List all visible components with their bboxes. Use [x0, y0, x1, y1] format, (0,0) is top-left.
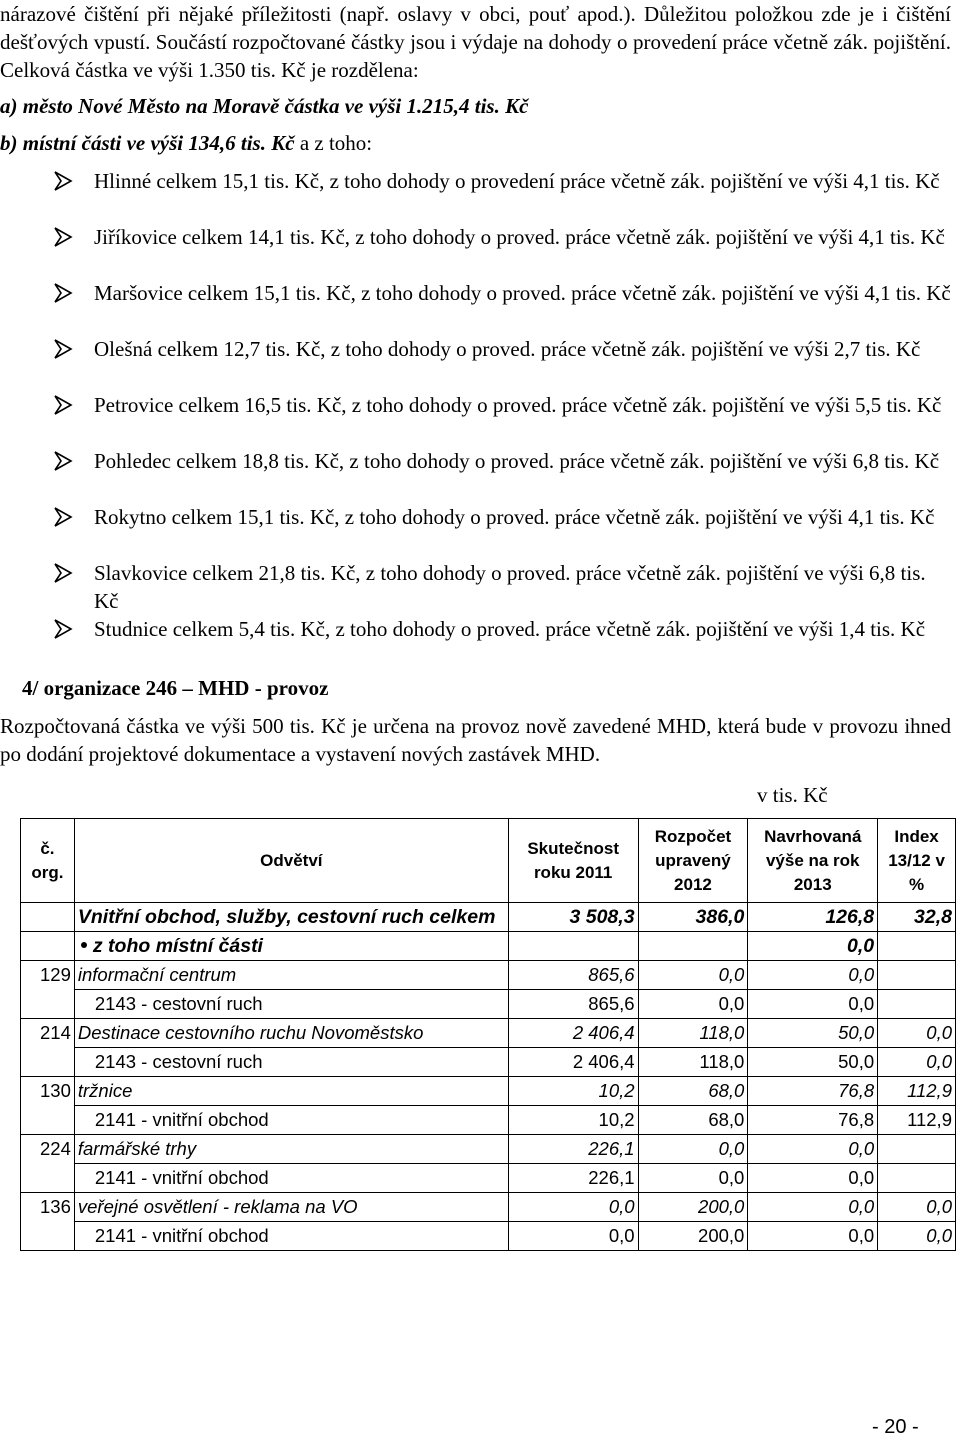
list-item [52, 559, 952, 615]
table-row [21, 932, 956, 961]
row-navrh: 76,8 [748, 1106, 878, 1135]
table-row [21, 1106, 956, 1135]
row-org: 129 [21, 961, 75, 990]
row-label: z toho místní části [92, 935, 263, 957]
row-navrh: 0,0 [748, 1135, 878, 1164]
row-label: tržnice [77, 1080, 133, 1101]
arrowhead-bullet-icon [52, 226, 74, 248]
arrowhead-bullet-icon [52, 562, 74, 584]
row-label-cell [74, 1164, 508, 1193]
list-item-text: Studnice celkem 5,4 tis. Kč, z toho dohody o proved. práce včetně zák. pojištění ve výši 1,4 tis. Kč [94, 617, 926, 641]
table-row [21, 961, 956, 990]
row-index: 112,9 [878, 1106, 956, 1135]
header-odvetvi: Odvětví [74, 819, 508, 903]
header-index: Index 13/12 v % [878, 819, 956, 903]
row-skutecnost: 226,1 [508, 1164, 638, 1193]
list-item-text: Rokytno celkem 15,1 tis. Kč, z toho dohody o proved. práce včetně zák. pojištění ve výši 4,1 tis. Kč [94, 505, 935, 529]
header-skutecnost: Skutečnost roku 2011 [508, 819, 638, 903]
row-navrh: 50,0 [748, 1048, 878, 1077]
arrowhead-bullet-icon [52, 618, 74, 640]
row-navrh: 0,0 [748, 932, 878, 961]
row-skutecnost: 865,6 [508, 990, 638, 1019]
header-navrhovana: Navrhovaná výše na rok 2013 [748, 819, 878, 903]
row-index [878, 990, 956, 1019]
list-item-text: Pohledec celkem 18,8 tis. Kč, z toho dohody o proved. práce včetně zák. pojištění ve výši 6,8 tis. Kč [94, 449, 940, 473]
row-navrh: 126,8 [748, 903, 878, 932]
row-rozpocet: 68,0 [638, 1106, 748, 1135]
row-index: 0,0 [878, 1048, 956, 1077]
table-row [21, 990, 956, 1019]
intro-paragraph: nárazové čištění při nějaké příležitosti (např. oslavy v obci, pouť apod.). Důležitou položkou zde je i čištění dešťových vpustí. Součástí rozpočtované částky jsou i výdaje na dohody o provedení práce včetně zák. pojištění. Celková částka ve výši 1.350 tis. Kč je rozdělena: [0, 2, 951, 82]
table-row [21, 1222, 956, 1251]
row-label-cell [74, 1135, 508, 1164]
header-org: č. org. [21, 819, 75, 903]
section-heading: 4/ organizace 246 – MHD - provoz [22, 676, 329, 700]
list-item-text: Olešná celkem 12,7 tis. Kč, z toho dohody o proved. práce včetně zák. pojištění ve výši 2,7 tis. Kč [94, 337, 921, 361]
row-skutecnost: 10,2 [508, 1077, 638, 1106]
row-label: informační centrum [77, 964, 237, 985]
row-skutecnost: 0,0 [508, 1193, 638, 1222]
row-label-cell [74, 990, 508, 1019]
row-skutecnost: 2 406,4 [508, 1019, 638, 1048]
table-row [21, 903, 956, 932]
row-label: Destinace cestovního ruchu Novoměstsko [77, 1022, 424, 1043]
row-org: 136 [21, 1193, 75, 1222]
row-org [21, 1222, 75, 1251]
list-item [52, 391, 952, 447]
row-skutecnost: 3 508,3 [508, 903, 638, 932]
list-item-text: Maršovice celkem 15,1 tis. Kč, z toho dohody o proved. práce včetně zák. pojištění ve výši 4,1 tis. Kč [94, 281, 951, 305]
section-paragraph: Rozpočtovaná částka ve výši 500 tis. Kč je určena na provoz nově zavedené MHD, která bude v provozu ihned po dodání projektové dokumentace a vystavení nových zastávek MHD. [0, 714, 951, 766]
row-index: 0,0 [878, 1193, 956, 1222]
row-label: 2141 - vnitřní obchod [94, 1167, 269, 1188]
row-navrh: 76,8 [748, 1077, 878, 1106]
row-rozpocet: 0,0 [638, 1135, 748, 1164]
row-org: 130 [21, 1077, 75, 1106]
list-item [52, 615, 952, 671]
budget-table [20, 818, 956, 1251]
bullet-dot-icon [81, 942, 87, 948]
table-row [21, 1135, 956, 1164]
row-label: 2143 - cestovní ruch [94, 993, 263, 1014]
row-navrh: 0,0 [748, 1222, 878, 1251]
row-rozpocet: 0,0 [638, 990, 748, 1019]
item-b-line [0, 129, 372, 157]
row-rozpocet: 200,0 [638, 1193, 748, 1222]
arrowhead-bullet-icon [52, 450, 74, 472]
row-navrh: 0,0 [748, 1164, 878, 1193]
row-org [21, 1048, 75, 1077]
list-item [52, 223, 952, 279]
row-org [21, 1164, 75, 1193]
row-index: 0,0 [878, 1222, 956, 1251]
row-rozpocet: 118,0 [638, 1019, 748, 1048]
table-row [21, 1077, 956, 1106]
list-item-text: Petrovice celkem 16,5 tis. Kč, z toho dohody o proved. práce včetně zák. pojištění ve výši 5,5 tis. Kč [94, 393, 942, 417]
table-row [21, 1164, 956, 1193]
item-b-suffix: a z toho: [294, 131, 373, 155]
arrowhead-bullet-icon [52, 506, 74, 528]
row-rozpocet: 0,0 [638, 961, 748, 990]
row-org [21, 903, 75, 932]
row-navrh: 0,0 [748, 961, 878, 990]
unit-label: v tis. Kč [757, 783, 828, 807]
row-org: 214 [21, 1019, 75, 1048]
row-skutecnost: 10,2 [508, 1106, 638, 1135]
row-index [878, 932, 956, 961]
list-item [52, 279, 952, 335]
row-label-cell [74, 1077, 508, 1106]
row-index [878, 1135, 956, 1164]
row-rozpocet: 118,0 [638, 1048, 748, 1077]
row-rozpocet: 0,0 [638, 1164, 748, 1193]
row-label-cell [74, 1193, 508, 1222]
row-index [878, 961, 956, 990]
row-rozpocet: 68,0 [638, 1077, 748, 1106]
row-rozpocet: 200,0 [638, 1222, 748, 1251]
header-rozpocet: Rozpočet upravený 2012 [638, 819, 748, 903]
row-label-cell [74, 1048, 508, 1077]
row-label: 2141 - vnitřní obchod [94, 1109, 269, 1130]
row-org [21, 990, 75, 1019]
arrowhead-bullet-icon [52, 282, 74, 304]
list-item-text: Slavkovice celkem 21,8 tis. Kč, z toho dohody o proved. práce včetně zák. pojištění ve výši 6,8 tis. Kč [94, 561, 926, 613]
row-label: 2143 - cestovní ruch [94, 1051, 263, 1072]
row-index: 0,0 [878, 1019, 956, 1048]
list-item-text: Jiříkovice celkem 14,1 tis. Kč, z toho dohody o proved. práce včetně zák. pojištění ve výši 4,1 tis. Kč [94, 225, 945, 249]
row-label-cell [74, 903, 508, 932]
table-row [21, 1048, 956, 1077]
row-org: 224 [21, 1135, 75, 1164]
list-item [52, 447, 952, 503]
list-item-text: Hlinné celkem 15,1 tis. Kč, z toho dohody o provedení práce včetně zák. pojištění ve výši 4,1 tis. Kč [94, 169, 940, 193]
list-item [52, 335, 952, 391]
list-item [52, 503, 952, 559]
table-header-row [21, 819, 956, 903]
row-org [21, 1106, 75, 1135]
arrowhead-bullet-icon [52, 170, 74, 192]
table-row [21, 1193, 956, 1222]
row-rozpocet: 386,0 [638, 903, 748, 932]
row-label-cell [74, 1019, 508, 1048]
row-label-cell [74, 1222, 508, 1251]
row-index: 32,8 [878, 903, 956, 932]
row-skutecnost: 0,0 [508, 1222, 638, 1251]
row-label: Vnitřní obchod, služby, cestovní ruch celkem [77, 906, 496, 928]
row-navrh: 50,0 [748, 1019, 878, 1048]
row-navrh: 0,0 [748, 990, 878, 1019]
row-label: veřejné osvětlení - reklama na VO [77, 1196, 358, 1217]
row-skutecnost: 226,1 [508, 1135, 638, 1164]
item-a-line [0, 92, 528, 120]
row-label-cell [74, 932, 508, 961]
row-label-cell [74, 961, 508, 990]
row-label: 2141 - vnitřní obchod [94, 1225, 269, 1246]
list-item [52, 167, 952, 223]
table-row [21, 1019, 956, 1048]
row-label-cell [74, 1106, 508, 1135]
row-navrh: 0,0 [748, 1193, 878, 1222]
row-org [21, 932, 75, 961]
row-index [878, 1164, 956, 1193]
arrowhead-bullet-icon [52, 338, 74, 360]
row-skutecnost: 865,6 [508, 961, 638, 990]
row-label: farmářské trhy [77, 1138, 197, 1159]
row-skutecnost: 2 406,4 [508, 1048, 638, 1077]
page-number: - 20 - [872, 1416, 919, 1438]
row-skutecnost [508, 932, 638, 961]
arrowhead-bullet-icon [52, 394, 74, 416]
item-b-text: b) místní části ve výši 134,6 tis. Kč [0, 131, 295, 155]
item-a-text: a) město Nové Město na Moravě částka ve výši 1.215,4 tis. Kč [0, 94, 529, 118]
row-rozpocet [638, 932, 748, 961]
row-index: 112,9 [878, 1077, 956, 1106]
bullet-list [52, 167, 952, 671]
